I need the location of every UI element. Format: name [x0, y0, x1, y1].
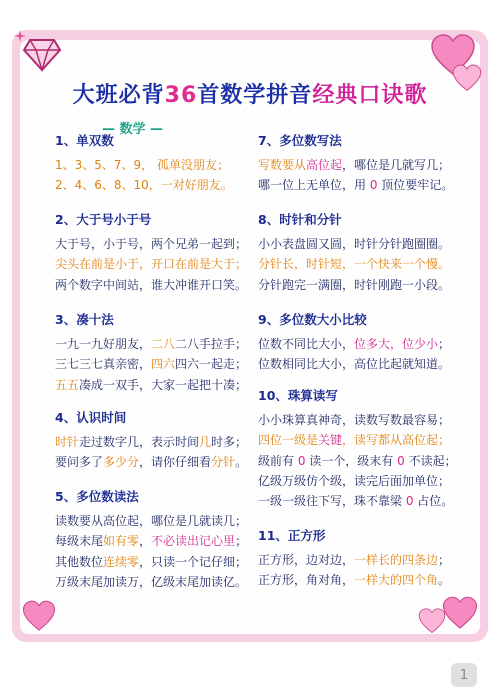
rhyme-text: 分针长，时针短，一个快来一个慢。 [258, 257, 451, 272]
rhyme-text: 万级末尾加读万，亿级末尾加读亿。 [55, 574, 248, 589]
rhyme-line [55, 254, 247, 274]
rhyme-line [55, 572, 247, 592]
rhyme-text: 其他数位 [55, 554, 104, 569]
title-part: 首数学拼音 [197, 83, 313, 108]
section-heading: 8、时针和分针 [258, 210, 344, 230]
rhyme-line [258, 410, 457, 430]
rhyme-line [55, 511, 247, 531]
rhyme-section [258, 526, 450, 591]
rhyme-line [258, 175, 453, 195]
rhyme-line [55, 432, 247, 452]
rhyme-text: 读一个，级末有 [305, 453, 398, 468]
section-heading: 5、多位数读法 [55, 487, 141, 507]
rhyme-text: 四位一级是 [258, 433, 319, 448]
rhyme-text: 2、4、6、8、10，一对好朋友。 [55, 178, 233, 193]
rhyme-line [258, 275, 450, 295]
rhyme-text: 0 [405, 494, 414, 509]
section-heading: 1、单双数 [55, 131, 116, 151]
diamond-icon [22, 38, 62, 72]
rhyme-text: 位多大，位少小 [354, 337, 439, 352]
rhyme-section [55, 310, 247, 395]
rhyme-text: ，只读一个记仔细； [139, 554, 248, 569]
section-heading: 7、多位数写法 [258, 131, 344, 151]
rhyme-text: 五五 [55, 377, 80, 392]
rhyme-text: 孤单没朋友； [153, 158, 230, 173]
rhyme-text: 关键 [318, 433, 343, 448]
rhyme-section [258, 386, 457, 511]
rhyme-section [55, 487, 247, 592]
rhyme-text: 二八 [151, 337, 176, 352]
subject-label: — 数学 — [102, 122, 164, 137]
rhyme-text: 两个数字中间站，谁大冲谁开口笑。 [55, 277, 248, 292]
rhyme-text: 正方形，角对角， [258, 573, 355, 588]
rhyme-text: 读数要从高位起，哪位是几就读几； [55, 514, 248, 529]
heart-icon [22, 600, 56, 632]
rhyme-section [258, 310, 450, 375]
rhyme-section [55, 408, 247, 473]
rhyme-text: 级前有 [258, 453, 298, 468]
heart-icon [442, 596, 478, 630]
rhyme-line [55, 234, 247, 254]
rhyme-line [55, 334, 247, 354]
rhyme-text: 小小珠算真神奇，读数写数最容易； [258, 413, 451, 428]
rhyme-line [258, 570, 450, 590]
rhyme-line [55, 452, 247, 472]
rhyme-text: 写数要从 [258, 158, 307, 173]
rhyme-text: 要问多了 [55, 455, 104, 470]
title-number: 36 [164, 83, 198, 108]
rhyme-text: 四六 [151, 357, 176, 372]
rhyme-text: 二八手拉手； [175, 337, 248, 352]
rhyme-text: ，请你仔细看 [139, 455, 212, 470]
section-heading: 2、大于号小于号 [55, 210, 153, 230]
title-highlight: 经典口诀歌 [312, 83, 428, 108]
rhyme-text: 多少分 [103, 455, 140, 470]
rhyme-text: 分针 [211, 455, 236, 470]
rhyme-text: 占位。 [413, 494, 454, 509]
rhyme-line [55, 155, 233, 175]
rhyme-text: 顶位要牢记。 [377, 178, 454, 193]
rhyme-text: 大于号，小于号，两个兄弟一起到； [55, 237, 248, 252]
rhyme-line [258, 334, 450, 354]
rhyme-text: 一九一九好朋友， [55, 337, 152, 352]
rhyme-text: ； [438, 553, 451, 568]
rhyme-text: 亿级万级仿个级，读完后面加单位； [258, 473, 451, 488]
rhyme-text: 位数不同比大小， [258, 337, 355, 352]
rhyme-line [258, 550, 450, 570]
rhyme-text: 分针跑完一满圈，时针刚跑一小段。 [258, 277, 451, 292]
section-heading: 3、凑十法 [55, 310, 116, 330]
sparkle-icon [14, 30, 26, 42]
section-heading: 10、珠算读写 [258, 386, 340, 406]
rhyme-text: 不必读出记心里 [151, 534, 236, 549]
rhyme-text: 一级一级往下写，珠不靠梁 [258, 494, 406, 509]
rhyme-text: 位数相同比大小，高位比起就知道。 [258, 357, 451, 372]
page-title [0, 78, 500, 109]
title-part: 大班必背 [72, 83, 165, 108]
rhyme-text: ， [139, 534, 152, 549]
rhyme-text: 哪一位上无单位，用 [258, 178, 370, 193]
rhyme-section [55, 210, 247, 295]
section-heading: 9、多位数大小比较 [258, 310, 369, 330]
rhyme-line [258, 155, 453, 175]
rhyme-text: 时针 [55, 435, 80, 450]
rhyme-text: 不读起； [404, 453, 457, 468]
rhyme-line [55, 531, 247, 551]
rhyme-line [55, 175, 233, 195]
rhyme-line [55, 354, 247, 374]
rhyme-text: 小小表盘圆又圆，时针分针跑圈圈。 [258, 237, 451, 252]
rhyme-text: 每级末尾 [55, 534, 104, 549]
rhyme-text: 0 [397, 453, 405, 468]
rhyme-text: 走过数字几，表示时间 [79, 435, 200, 450]
section-heading: 4、认识时间 [55, 408, 128, 428]
rhyme-text: 。 [235, 455, 248, 470]
rhyme-line [55, 552, 247, 572]
rhyme-text: ，哪位是几就写几； [342, 158, 451, 173]
rhyme-text: ； [235, 534, 248, 549]
rhyme-line [55, 375, 247, 395]
rhyme-line [258, 234, 450, 254]
rhyme-text: 凑成一双手，大家一起把十凑； [79, 377, 248, 392]
section-heading: 11、正方形 [258, 526, 327, 546]
page-number-badge: 1 [451, 663, 477, 687]
rhyme-text: 如有零 [103, 534, 140, 549]
rhyme-section [258, 131, 453, 196]
rhyme-text: 几 [199, 435, 212, 450]
rhyme-text: 四六一起走； [175, 357, 248, 372]
rhyme-text: 0 [297, 453, 306, 468]
rhyme-line [258, 471, 457, 491]
rhyme-line [258, 430, 457, 450]
rhyme-text: ，读写都从高位起； [342, 433, 451, 448]
rhyme-section [55, 131, 233, 196]
rhyme-section [258, 210, 450, 295]
rhyme-text: 一样长的四条边 [354, 553, 439, 568]
rhyme-text: 一样大的四个角 [354, 573, 439, 588]
rhyme-text: 尖头在前是小于，开口在前是大于； [55, 257, 248, 272]
rhyme-text: 连续零 [103, 554, 140, 569]
rhyme-line [258, 491, 457, 511]
rhyme-text: 正方形，边对边， [258, 553, 355, 568]
rhyme-text: 三七三七真亲密， [55, 357, 152, 372]
rhyme-text: 时多； [211, 435, 248, 450]
rhyme-text: 1、3、5、7、9， [55, 158, 154, 173]
rhyme-line [258, 354, 450, 374]
rhyme-text: 0 [369, 178, 378, 193]
rhyme-line [258, 451, 457, 471]
rhyme-line [55, 275, 247, 295]
rhyme-line [258, 254, 450, 274]
rhyme-text: 。 [438, 573, 451, 588]
rhyme-text: 高位起 [306, 158, 343, 173]
rhyme-text: ； [438, 337, 451, 352]
